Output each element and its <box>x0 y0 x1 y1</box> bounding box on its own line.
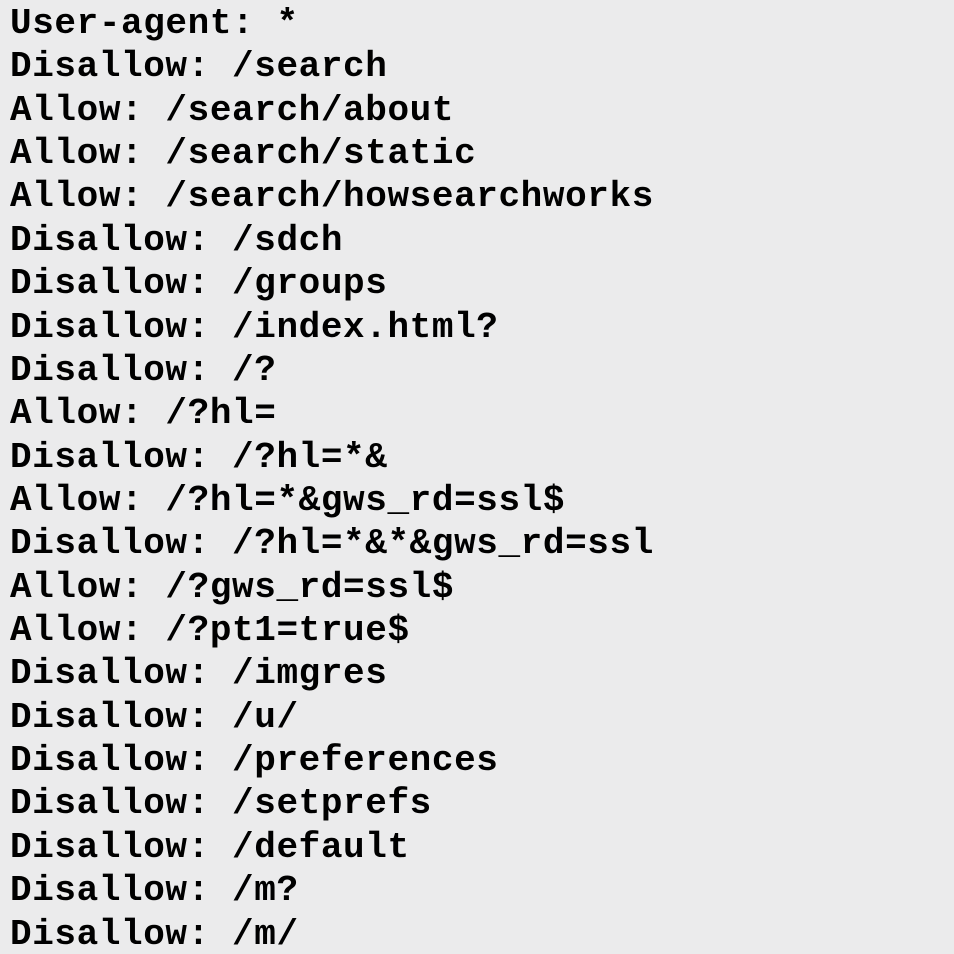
robots-line: Disallow: /sdch <box>10 219 344 261</box>
robots-line: Disallow: /default <box>10 826 410 868</box>
robots-line: Disallow: /u/ <box>10 696 299 738</box>
robots-line: Allow: /?hl=*&gws_rd=ssl$ <box>10 479 566 521</box>
robots-line: Allow: /?hl= <box>10 393 277 435</box>
robots-line: Disallow: /search <box>10 46 388 88</box>
robots-line: Disallow: /preferences <box>10 740 499 782</box>
robots-line: Allow: /search/howsearchworks <box>10 176 654 218</box>
robots-line: Disallow: /setprefs <box>10 783 432 825</box>
robots-line: Disallow: /?hl=*&*&gws_rd=ssl <box>10 523 654 565</box>
robots-line: Allow: /search/about <box>10 89 455 131</box>
robots-line: Allow: /?pt1=true$ <box>10 610 410 652</box>
robots-line: Disallow: /m? <box>10 870 299 912</box>
robots-line: Disallow: /groups <box>10 263 388 305</box>
robots-line: Disallow: /imgres <box>10 653 388 695</box>
robots-line: User-agent: * <box>10 3 299 44</box>
robots-line: Disallow: /? <box>10 349 277 391</box>
robots-line: Disallow: /index.html? <box>10 306 499 348</box>
robots-line: Disallow: /m/ <box>10 913 299 954</box>
robots-line: Allow: /?gws_rd=ssl$ <box>10 566 455 608</box>
robots-line: Allow: /search/static <box>10 133 477 175</box>
robots-line: Disallow: /?hl=*& <box>10 436 388 478</box>
